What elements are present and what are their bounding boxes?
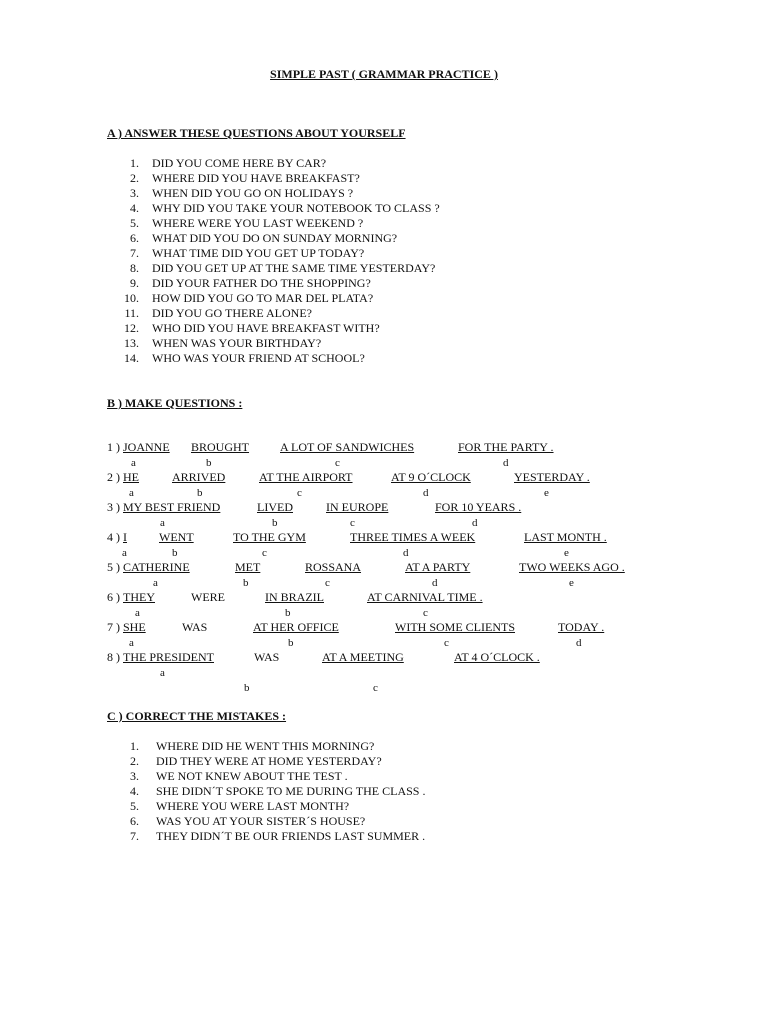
phrase: WAS — [254, 650, 280, 664]
list-item: WHAT TIME DID YOU GET UP TODAY? — [152, 246, 365, 260]
phrase-letter: a — [131, 457, 136, 469]
phrase: AT THE AIRPORT — [259, 470, 353, 484]
phrase: TWO WEEKS AGO . — [519, 560, 625, 574]
phrase-letter: c — [297, 487, 302, 499]
list-item-number: 7. — [130, 829, 139, 843]
phrase-letter: e — [564, 547, 569, 559]
phrase-letter: a — [122, 547, 127, 559]
phrase-letter: c — [262, 547, 267, 559]
phrase: IN EUROPE — [326, 500, 389, 514]
phrase: AT 4 O´CLOCK . — [454, 650, 540, 664]
phrase-letter: d — [472, 517, 478, 529]
phrase: TODAY . — [558, 620, 605, 634]
phrase-letter: c — [444, 637, 449, 649]
phrase: A LOT OF SANDWICHES — [280, 440, 415, 454]
list-item-number: 6. — [130, 231, 139, 245]
list-item-number: 1. — [130, 156, 139, 170]
phrase-letter: d — [503, 457, 509, 469]
phrase-letter: e — [544, 487, 549, 499]
row-number: 4 ) — [107, 530, 120, 544]
phrase-letter: c — [325, 577, 330, 589]
phrase: WERE — [191, 590, 225, 604]
list-item-number: 4. — [130, 201, 139, 215]
phrase: AT CARNIVAL TIME . — [367, 590, 483, 604]
list-item: DID THEY WERE AT HOME YESTERDAY? — [156, 754, 382, 768]
row-number: 8 ) — [107, 650, 120, 664]
phrase-letter: b — [285, 607, 291, 619]
list-item: WHY DID YOU TAKE YOUR NOTEBOOK TO CLASS ? — [152, 201, 440, 215]
row-number: 1 ) — [107, 440, 120, 454]
list-item-number: 3. — [130, 186, 139, 200]
phrase: ARRIVED — [172, 470, 226, 484]
phrase: THREE TIMES A WEEK — [350, 530, 476, 544]
phrase-letter: b — [197, 487, 203, 499]
list-item: WHERE DID YOU HAVE BREAKFAST? — [152, 171, 360, 185]
list-item: THEY DIDN´T BE OUR FRIENDS LAST SUMMER . — [156, 829, 426, 843]
page-title: SIMPLE PAST ( GRAMMAR PRACTICE ) — [270, 67, 498, 81]
row-number: 7 ) — [107, 620, 120, 634]
list-item-number: 2. — [130, 171, 139, 185]
phrase-letter: b — [172, 547, 178, 559]
phrase-letter: b — [272, 517, 278, 529]
list-item: WAS YOU AT YOUR SISTER´S HOUSE? — [156, 814, 366, 828]
phrase-letter: c — [373, 682, 378, 694]
phrase: THE PRESIDENT — [123, 650, 214, 664]
phrase-letter: b — [243, 577, 249, 589]
phrase-letter: a — [129, 637, 134, 649]
phrase: MET — [235, 560, 261, 574]
phrase-letter: c — [335, 457, 340, 469]
phrase: FOR THE PARTY . — [458, 440, 554, 454]
list-item-number: 11. — [124, 306, 139, 320]
section-c-heading: C ) CORRECT THE MISTAKES : — [107, 709, 287, 723]
phrase: YESTERDAY . — [514, 470, 590, 484]
section-a-heading: A ) ANSWER THESE QUESTIONS ABOUT YOURSELF — [107, 126, 406, 140]
list-item: SHE DIDN´T SPOKE TO ME DURING THE CLASS . — [156, 784, 426, 798]
list-item: WHO DID YOU HAVE BREAKFAST WITH? — [152, 321, 380, 335]
phrase-letter: a — [135, 607, 140, 619]
phrase: AT A MEETING — [322, 650, 404, 664]
phrase: AT A PARTY — [405, 560, 471, 574]
list-item-number: 5. — [130, 216, 139, 230]
row-number: 3 ) — [107, 500, 120, 514]
phrase: BROUGHT — [191, 440, 250, 454]
list-item: DID YOU GET UP AT THE SAME TIME YESTERDAY? — [152, 261, 436, 275]
phrase: SHE — [123, 620, 146, 634]
phrase: WENT — [159, 530, 194, 544]
row-number: 6 ) — [107, 590, 120, 604]
list-item: WHERE DID HE WENT THIS MORNING? — [156, 739, 375, 753]
phrase: WITH SOME CLIENTS — [395, 620, 515, 634]
list-item: WHEN WAS YOUR BIRTHDAY? — [152, 336, 322, 350]
phrase: MY BEST FRIEND — [123, 500, 221, 514]
list-item-number: 5. — [130, 799, 139, 813]
phrase: CATHERINE — [123, 560, 190, 574]
list-item-number: 7. — [130, 246, 139, 260]
list-item-number: 9. — [130, 276, 139, 290]
phrase: LAST MONTH . — [524, 530, 607, 544]
phrase: IN BRAZIL — [265, 590, 324, 604]
row-number: 5 ) — [107, 560, 120, 574]
list-item: DID YOU GO THERE ALONE? — [152, 306, 312, 320]
section-b-heading: B ) MAKE QUESTIONS : — [107, 396, 243, 410]
phrase: THEY — [123, 590, 155, 604]
list-item: WHERE WERE YOU LAST WEEKEND ? — [152, 216, 364, 230]
list-item-number: 12. — [124, 321, 139, 335]
phrase-letter: a — [153, 577, 158, 589]
list-item: WE NOT KNEW ABOUT THE TEST . — [156, 769, 348, 783]
phrase-letter: b — [244, 682, 250, 694]
phrase: FOR 10 YEARS . — [435, 500, 522, 514]
list-item-number: 8. — [130, 261, 139, 275]
list-item: WHEN DID YOU GO ON HOLIDAYS ? — [152, 186, 354, 200]
list-item-number: 1. — [130, 739, 139, 753]
list-item: WHO WAS YOUR FRIEND AT SCHOOL? — [152, 351, 365, 365]
list-item-number: 4. — [130, 784, 139, 798]
list-item: HOW DID YOU GO TO MAR DEL PLATA? — [152, 291, 374, 305]
list-item-number: 3. — [130, 769, 139, 783]
phrase: HE — [123, 470, 139, 484]
phrase: LIVED — [257, 500, 293, 514]
phrase: AT HER OFFICE — [253, 620, 339, 634]
phrase-letter: d — [403, 547, 409, 559]
list-item: DID YOUR FATHER DO THE SHOPPING? — [152, 276, 371, 290]
phrase-letter: e — [569, 577, 574, 589]
phrase-letter: b — [206, 457, 212, 469]
phrase: AT 9 O´CLOCK — [391, 470, 471, 484]
phrase-letter: c — [423, 607, 428, 619]
list-item: DID YOU COME HERE BY CAR? — [152, 156, 327, 170]
phrase: JOANNE — [123, 440, 170, 454]
phrase: I — [123, 530, 127, 544]
phrase-letter: a — [160, 517, 165, 529]
phrase-letter: d — [432, 577, 438, 589]
phrase: WAS — [182, 620, 208, 634]
phrase-letter: d — [576, 637, 582, 649]
phrase-letter: a — [160, 667, 165, 679]
row-number: 2 ) — [107, 470, 120, 484]
phrase-letter: d — [423, 487, 429, 499]
phrase-letter: a — [129, 487, 134, 499]
phrase-letter: c — [350, 517, 355, 529]
phrase-letter: b — [288, 637, 294, 649]
phrase: TO THE GYM — [233, 530, 306, 544]
list-item-number: 6. — [130, 814, 139, 828]
list-item-number: 2. — [130, 754, 139, 768]
list-item-number: 10. — [124, 291, 139, 305]
list-item: WHAT DID YOU DO ON SUNDAY MORNING? — [152, 231, 398, 245]
list-item-number: 13. — [124, 336, 139, 350]
phrase: ROSSANA — [305, 560, 362, 574]
list-item-number: 14. — [124, 351, 139, 365]
list-item: WHERE YOU WERE LAST MONTH? — [156, 799, 350, 813]
